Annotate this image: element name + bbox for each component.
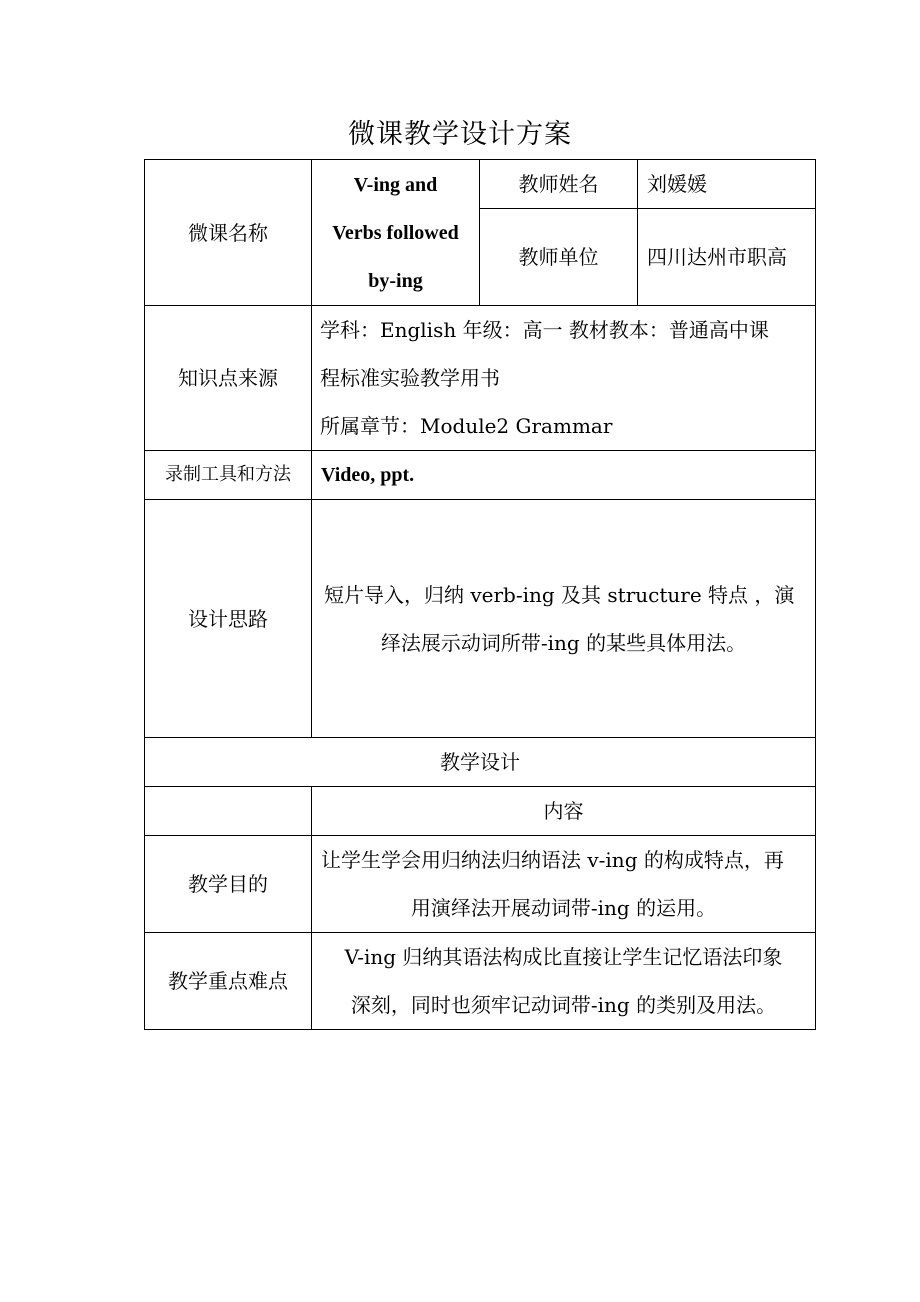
goal-value <box>312 836 816 933</box>
design-header: 教学设计 <box>145 738 816 787</box>
teacher-unit-value: 四川达州市职高 <box>638 209 816 306</box>
teacher-name-value: 刘媛媛 <box>638 160 816 209</box>
document-title: 微课教学设计方案 <box>348 119 572 150</box>
source-line: 所属章节：Module2 Grammar <box>320 414 613 438</box>
tools-value: Video, ppt. <box>312 451 816 500</box>
lesson-plan-table <box>144 159 816 1030</box>
source-label: 知识点来源 <box>145 306 312 451</box>
teacher-unit-label: 教师单位 <box>480 209 638 306</box>
empty-cell <box>145 787 312 836</box>
idea-line: 短片导入，归纳 verb-ing 及其 structure 特点 ，演 <box>324 582 795 607</box>
source-line: 程标准实验教学用书 <box>320 366 500 390</box>
idea-value <box>312 500 816 738</box>
course-name-label: 微课名称 <box>145 160 312 306</box>
course-name-line: Verbs followed <box>332 221 459 244</box>
goal-line: 让学生学会用归纳法归纳语法 v-ing 的构成特点，再 <box>321 848 784 872</box>
teacher-name-label: 教师姓名 <box>480 160 638 209</box>
focus-line: V-ing 归纳其语法构成比直接让学生记忆语法印象 <box>344 945 783 969</box>
source-line: 学科：English 年级：高一 教材教本：普通高中课 <box>320 318 769 342</box>
idea-line: 绎法展示动词所带-ing 的某些具体用法。 <box>380 630 747 655</box>
focus-line: 深刻，同时也须牢记动词带-ing 的类别及用法。 <box>350 993 777 1017</box>
tools-label: 录制工具和方法 <box>145 451 312 500</box>
content-header: 内容 <box>312 787 816 836</box>
course-name-line: by-ing <box>368 269 423 292</box>
course-name-line: V-ing and <box>353 173 438 196</box>
focus-label: 教学重点难点 <box>145 933 312 1030</box>
source-value <box>312 306 816 451</box>
goal-label: 教学目的 <box>145 836 312 933</box>
focus-value <box>312 933 816 1030</box>
goal-line: 用演绎法开展动词带-ing 的运用。 <box>410 896 717 920</box>
idea-label: 设计思路 <box>145 500 312 738</box>
course-name-value <box>312 160 480 306</box>
